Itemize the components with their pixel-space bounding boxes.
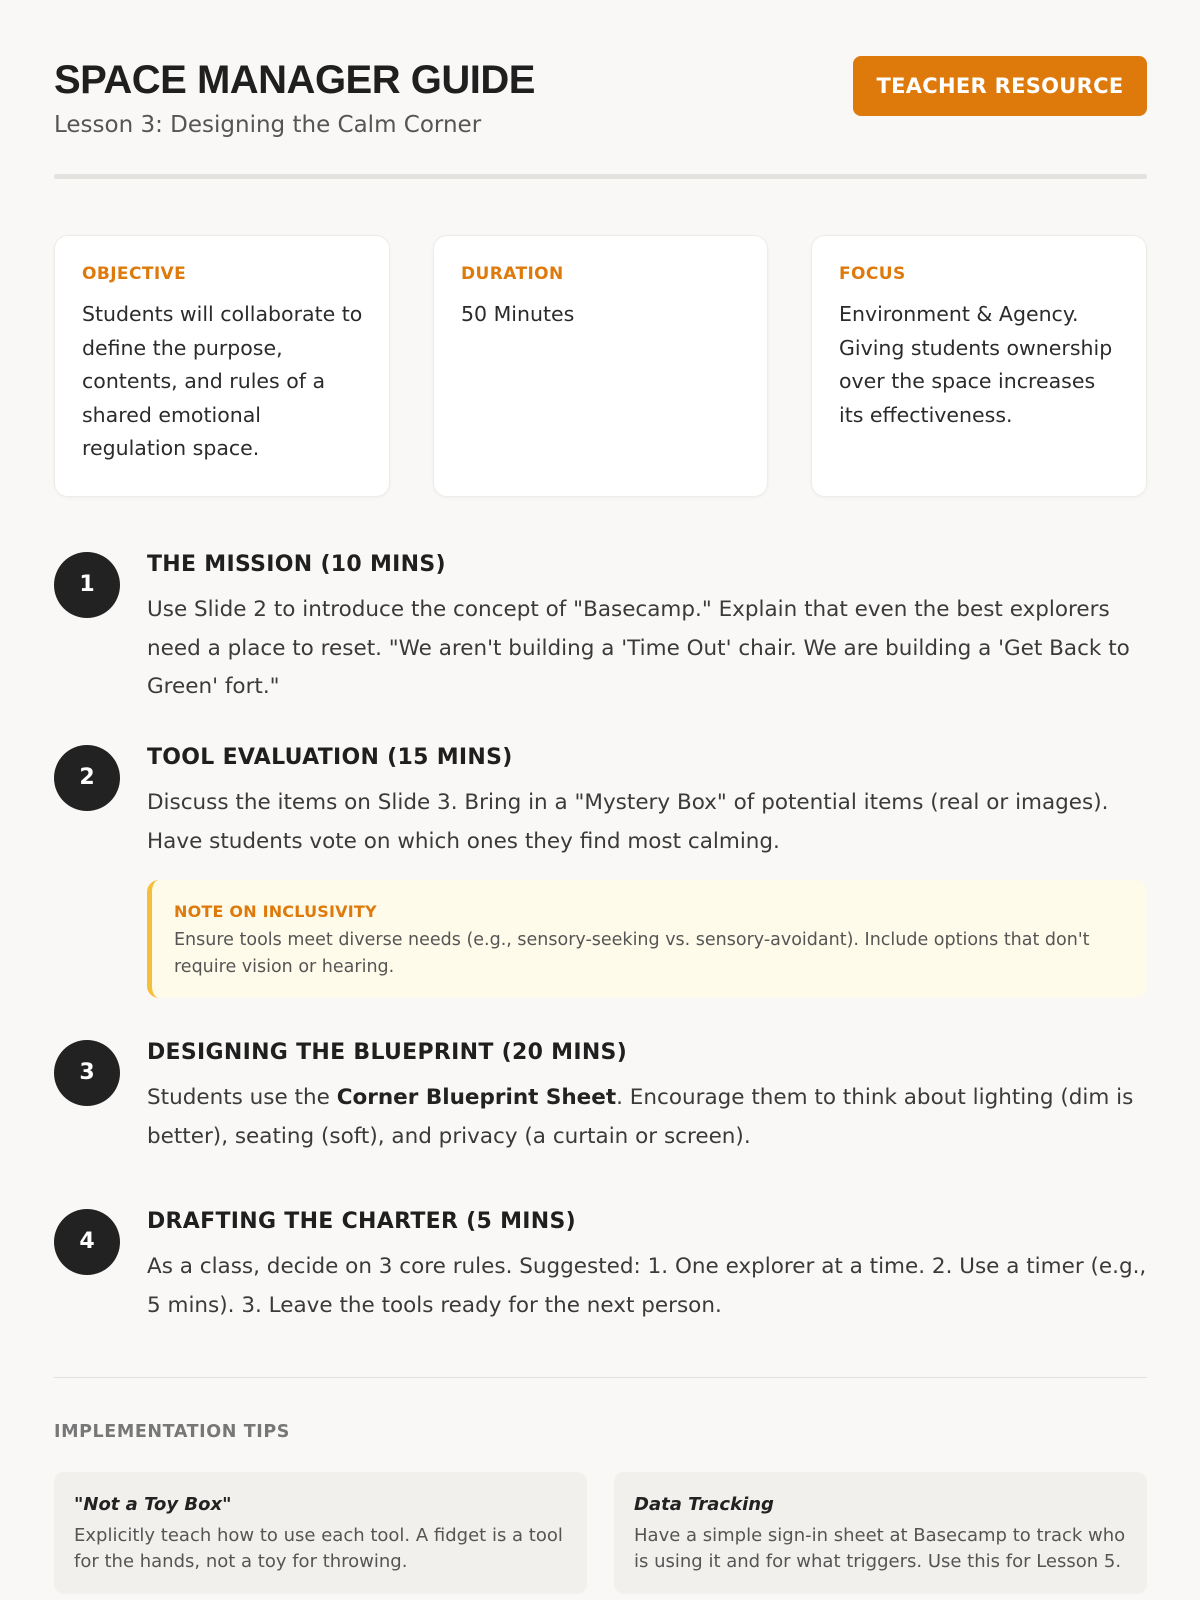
step-number-badge: 1	[54, 552, 120, 618]
page-title: SPACE MANAGER GUIDE	[54, 58, 535, 102]
focus-card	[811, 235, 1147, 497]
tip-card-toy-box	[54, 1472, 587, 1594]
card-label: FOCUS	[839, 264, 906, 284]
step-number-badge: 3	[54, 1040, 120, 1106]
step-title: TOOL EVALUATION (15 MINS)	[147, 745, 513, 770]
step-body	[147, 745, 1147, 861]
step-text: Discuss the items on Slide 3. Bring in a "Mystery Box" of potential items (real or images). Have students vote on which ones they find most calming.	[147, 790, 1109, 854]
note-label: NOTE ON INCLUSIVITY	[174, 902, 377, 921]
header-divider	[54, 174, 1147, 179]
step-text-start: Students use the	[147, 1085, 337, 1110]
card-label: DURATION	[461, 264, 564, 284]
step-text	[147, 1079, 1147, 1156]
step-number-badge: 2	[54, 745, 120, 811]
blueprint-sheet-name: Corner Blueprint Sheet	[336, 1085, 617, 1110]
step-title: DESIGNING THE BLUEPRINT (20 MINS)	[147, 1040, 628, 1065]
tips-divider	[54, 1377, 1147, 1378]
card-text: Students will collaborate to define the purpose, contents, and rules of a shared emotional regulation space.	[82, 302, 363, 460]
page-subtitle: Lesson 3: Designing the Calm Corner	[54, 112, 482, 138]
step-text: Use Slide 2 to introduce the concept of "Basecamp." Explain that even the best explorers need a place to reset. "We aren't building a 'Time Out' chair. We are building a 'Get Back to Green' fort."	[147, 597, 1130, 699]
note-text: Ensure tools meet diverse needs (e.g., sensory-seeking vs. sensory-avoidant). Include options that don't require vision or hearing.	[174, 930, 1090, 977]
step-title: DRAFTING THE CHARTER (5 MINS)	[147, 1209, 576, 1234]
step-text-end: . Encourage them to think about lighting (dim is better), seating (soft), and privacy (a curtain or screen).	[147, 1085, 1134, 1149]
inclusivity-note	[147, 880, 1147, 998]
tip-title: "Not a Toy Box"	[74, 1494, 232, 1515]
tip-card-data-tracking	[614, 1472, 1147, 1594]
step-body	[147, 1040, 1147, 1156]
duration-card	[433, 235, 768, 497]
card-label: OBJECTIVE	[82, 264, 187, 284]
step-body	[147, 552, 1147, 707]
card-text: 50 Minutes	[461, 302, 575, 326]
tips-heading: IMPLEMENTATION TIPS	[54, 1422, 290, 1442]
step-text: As a class, decide on 3 core rules. Suggested: 1. One explorer at a time. 2. Use a timer (e.g., 5 mins). 3. Leave the tools ready for the next person.	[147, 1254, 1147, 1318]
teacher-resource-badge: TEACHER RESOURCE	[853, 56, 1147, 116]
step-title: THE MISSION (10 MINS)	[147, 552, 446, 577]
step-body	[147, 1209, 1147, 1325]
info-cards	[54, 235, 1147, 497]
tip-text: Explicitly teach how to use each tool. A fidget is a tool for the hands, not a toy for throwing.	[74, 1525, 563, 1572]
card-text: Environment & Agency. Giving students ownership over the space increases its effectiveness.	[839, 302, 1113, 427]
tip-title: Data Tracking	[634, 1494, 774, 1515]
objective-card	[54, 235, 390, 497]
tip-text: Have a simple sign-in sheet at Basecamp to track who is using it and for what triggers. Use this for Lesson 5.	[634, 1525, 1126, 1572]
step-number-badge: 4	[54, 1209, 120, 1275]
page-header	[54, 56, 1147, 176]
